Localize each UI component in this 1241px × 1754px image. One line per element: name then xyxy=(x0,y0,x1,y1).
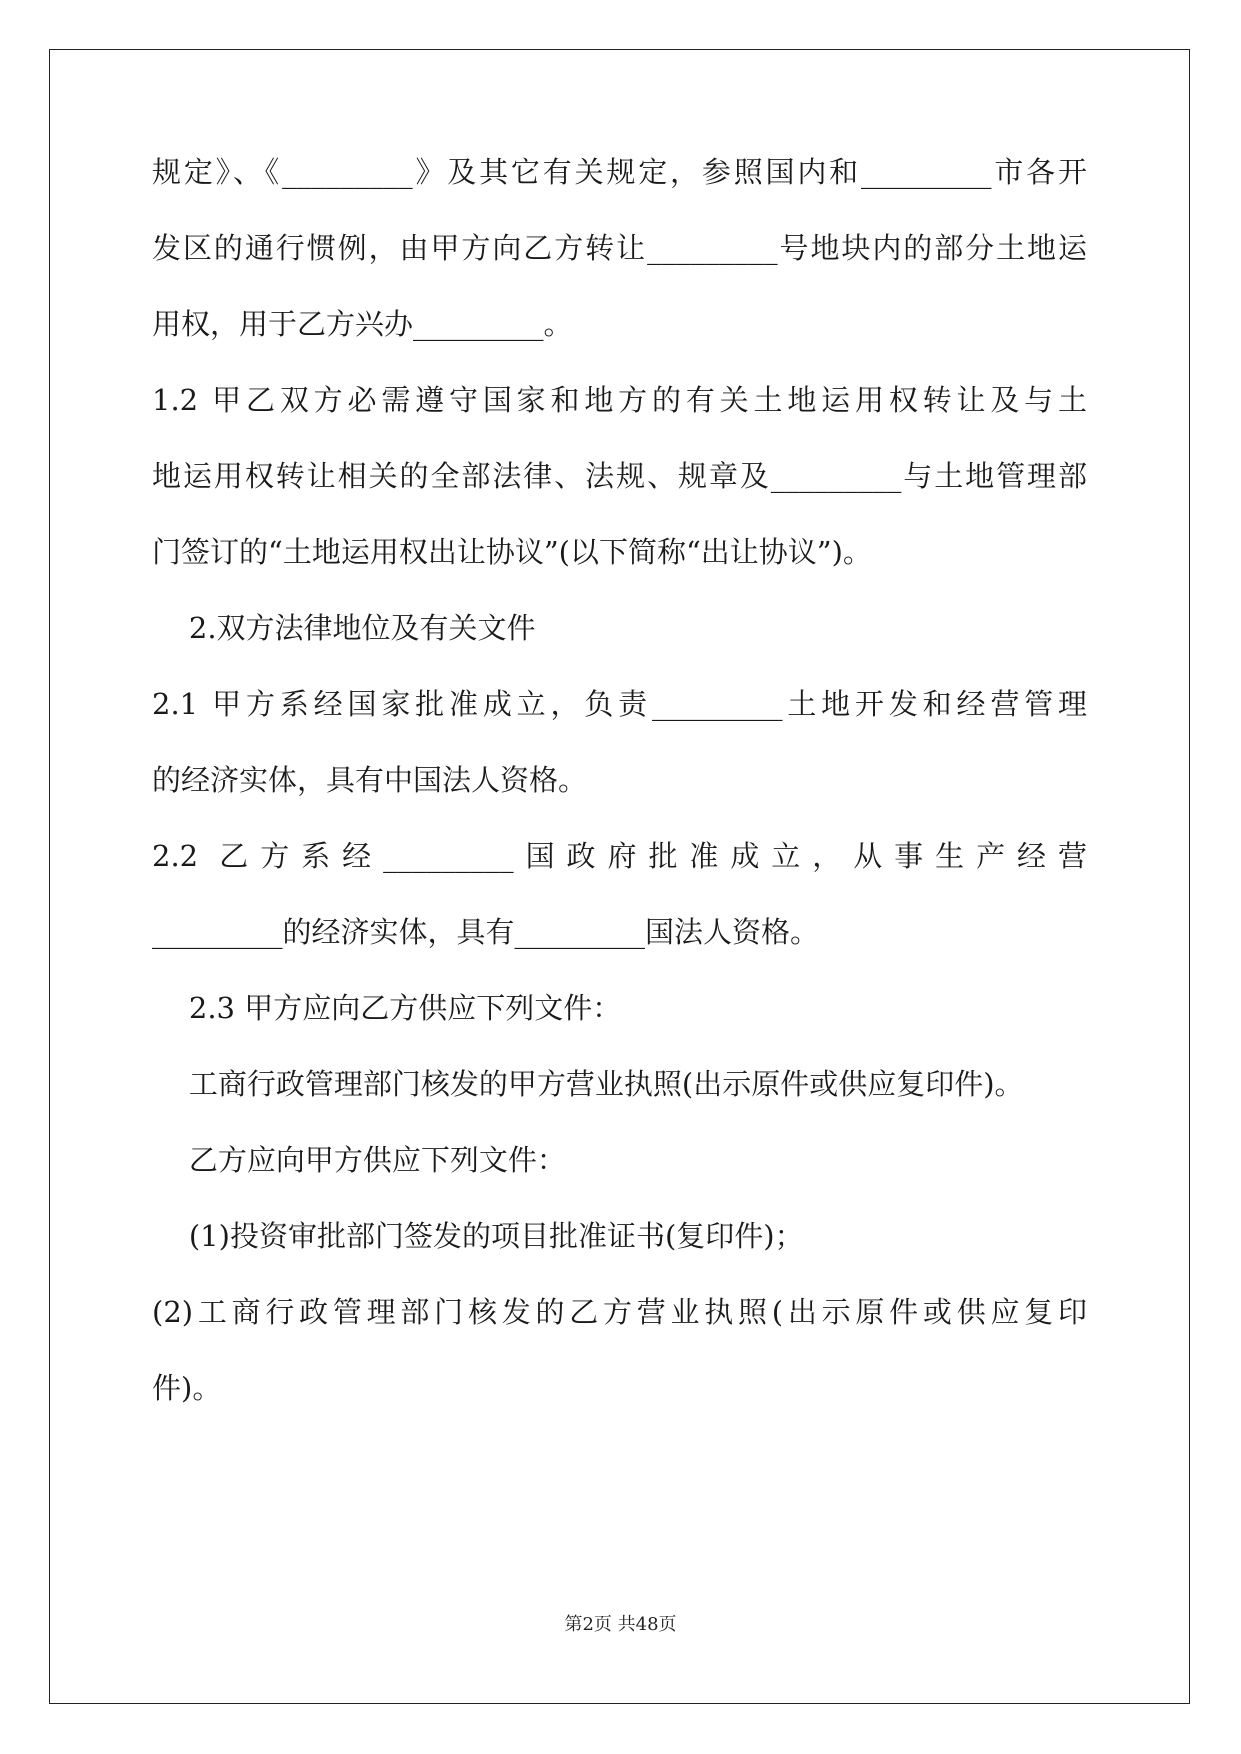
text-line: 发区的通行惯例，由甲方向乙方转让_________号地块内的部分土地运 xyxy=(152,231,1087,265)
text-line: 工商行政管理部门核发的甲方营业执照(出示原件或供应复印件)。 xyxy=(152,1067,1024,1101)
text-line: 2.双方法律地位及有关文件 xyxy=(152,611,536,645)
text-line: 1.2 甲乙双方必需遵守国家和地方的有关土地运用权转让及与土 xyxy=(152,383,1087,417)
text-line: 规定》、《_________》及其它有关规定，参照国内和_________市各开 xyxy=(152,155,1087,189)
text-line: 2.2 乙方系经_________国政府批准成立，从事生产经营 xyxy=(152,839,1087,873)
text-line: _________的经济实体，具有_________国法人资格。 xyxy=(152,915,820,949)
text-line: 2.3 甲方应向乙方供应下列文件： xyxy=(152,991,622,1025)
page-border xyxy=(49,49,1190,1704)
text-line: 的经济实体，具有中国法人资格。 xyxy=(152,763,588,797)
text-line: 乙方应向甲方供应下列文件： xyxy=(152,1143,566,1177)
text-line: 用权，用于乙方兴办_________。 xyxy=(152,307,573,341)
page-number: 第2页 共48页 xyxy=(564,1614,677,1635)
text-line: 门签订的“土地运用权出让协议”(以下简称“出让协议”)。 xyxy=(152,535,872,569)
text-line: 2.1 甲方系经国家批准成立，负责_________土地开发和经营管理 xyxy=(152,687,1087,721)
text-line: (2)工商行政管理部门核发的乙方营业执照(出示原件或供应复印 xyxy=(152,1295,1087,1329)
text-line: 件)。 xyxy=(152,1371,222,1405)
text-line: (1)投资审批部门签发的项目批准证书(复印件)； xyxy=(152,1219,804,1253)
text-line: 地运用权转让相关的全部法律、法规、规章及_________与土地管理部 xyxy=(152,459,1087,493)
